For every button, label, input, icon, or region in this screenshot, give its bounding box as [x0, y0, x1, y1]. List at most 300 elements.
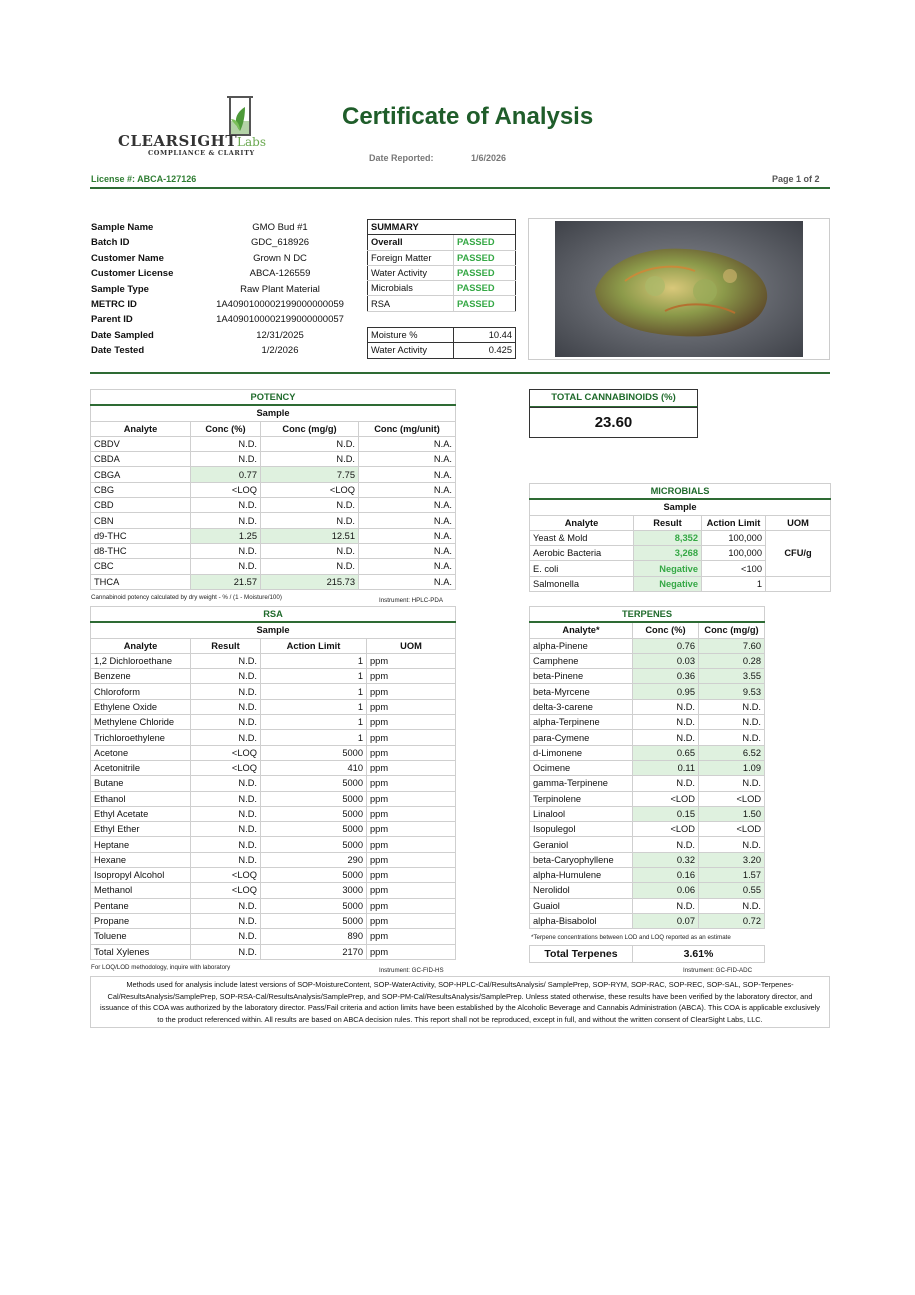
uom-cell: ppm [367, 929, 456, 944]
column-header: Conc (%) [633, 622, 699, 638]
conc-percent-cell: 0.76 [633, 638, 699, 653]
analyte-cell: CBGA [91, 467, 191, 482]
result-cell: N.D. [191, 837, 261, 852]
table-row [91, 837, 456, 852]
table-row [91, 883, 456, 898]
uom-cell: ppm [367, 868, 456, 883]
conc-mg-g-cell: N.D. [261, 559, 359, 574]
result-cell: Negative [634, 561, 702, 576]
sample-info-label: Sample Name [91, 222, 154, 233]
table-row [91, 791, 456, 806]
logo-name: CLEARSIGHT [118, 132, 238, 150]
table-row [530, 684, 765, 699]
conc-mg-g-cell: N.D. [699, 730, 765, 745]
conc-percent-cell: N.D. [633, 776, 699, 791]
column-header: Conc (mg/g) [699, 622, 765, 638]
conc-mg-unit-cell: N.A. [359, 452, 456, 467]
analyte-cell: CBN [91, 513, 191, 528]
table-row [530, 868, 765, 883]
conc-mg-g-cell: <LOD [699, 791, 765, 806]
conc-mg-unit-cell: N.A. [359, 528, 456, 543]
action-limit-cell: 1 [261, 684, 367, 699]
uom-cell: ppm [367, 806, 456, 821]
column-header: Result [191, 638, 261, 653]
conc-percent-cell: <LOQ [191, 482, 261, 497]
conc-mg-unit-cell: N.A. [359, 436, 456, 451]
conc-mg-g-cell: N.D. [699, 898, 765, 913]
analyte-cell: alpha-Bisabolol [530, 913, 633, 928]
table-row [91, 467, 456, 482]
uom-cell: ppm [367, 745, 456, 760]
potency-footnote: Cannabinoid potency calculated by dry weight - % / (1 - Moisture/100) [91, 594, 282, 601]
sample-info-label: Date Sampled [91, 329, 154, 341]
conc-mg-g-cell: 0.55 [699, 883, 765, 898]
table-row [530, 745, 765, 760]
action-limit-cell: 1 [261, 669, 367, 684]
table-row [91, 776, 456, 791]
sample-info-label: Parent ID [91, 314, 133, 326]
potency-instrument: Instrument: HPLC-PDA [379, 597, 443, 604]
analyte-cell: Ethylene Oxide [91, 699, 191, 714]
column-header: Conc (mg/g) [261, 421, 359, 436]
conc-percent-cell: N.D. [191, 559, 261, 574]
analyte-cell: Acetone [91, 745, 191, 760]
uom-cell: ppm [367, 913, 456, 928]
summary-status: PASSED [454, 235, 516, 250]
analyte-cell: Ocimene [530, 760, 633, 775]
action-limit-cell: 290 [261, 852, 367, 867]
analyte-cell: beta-Myrcene [530, 684, 633, 699]
conc-mg-unit-cell: N.A. [359, 482, 456, 497]
rsa-instrument: Instrument: GC-FID-HS [379, 967, 444, 974]
action-limit-cell: 5000 [261, 868, 367, 883]
table-row [91, 760, 456, 775]
table-row [91, 852, 456, 867]
conc-mg-g-cell: 1.50 [699, 806, 765, 821]
analyte-cell: Aerobic Bacteria [530, 546, 634, 561]
moisture-value: 10.44 [454, 328, 516, 343]
analyte-cell: 1,2 Dichloroethane [91, 653, 191, 668]
moisture-label: Moisture % [368, 328, 454, 343]
methods-note: Methods used for analysis include latest versions of SOP-MoistureContent, SOP-WaterActivity, SOP-HPLC-Cal/ResultsAnalysis/ SamplePrep, SOP-RYM, SOP-RAC, SOP-REC, SOP-SAL, SOP-Terpenes-Cal/ResultsAnalysis/SamplePrep, SOP-RSA-Cal/ResultsAnalysis/SamplePrep, and SOP-PM-Cal/ResultsAnalysis/SamplePrep. Unless stated otherwise, these results have been verified by the laboratory director, and issuance of this COA was authorized by the laboratory director. Pass/Fail criteria and action limits have been established by the Alcoholic Beverage and Cannabis Administration (ABCA). This COA is applicable exclusively to the product referenced within. All results are based on ABCA decision rules. This report shall not be reproduced, except in full, and without the written consent of ClearSight Labs, LLC. [90, 976, 830, 1028]
summary-status: PASSED [454, 281, 516, 296]
analyte-cell: beta-Pinene [530, 669, 633, 684]
conc-mg-g-cell: N.D. [699, 699, 765, 714]
analyte-cell: Propane [91, 913, 191, 928]
sample-info-label: METRC ID [91, 299, 137, 310]
action-limit-cell: 5000 [261, 776, 367, 791]
conc-mg-g-cell: 3.55 [699, 669, 765, 684]
action-limit-cell: 1 [261, 699, 367, 714]
result-cell: N.D. [191, 684, 261, 699]
conc-mg-unit-cell: N.A. [359, 574, 456, 589]
column-header: Analyte [91, 421, 191, 436]
analyte-cell: Ethyl Ether [91, 822, 191, 837]
conc-mg-g-cell: N.D. [261, 498, 359, 513]
conc-percent-cell: 0.15 [633, 806, 699, 821]
water-activity-label: Water Activity [368, 343, 454, 358]
result-cell: 8,352 [634, 530, 702, 545]
analyte-cell: CBD [91, 498, 191, 513]
result-cell: N.D. [191, 730, 261, 745]
table-row [91, 929, 456, 944]
moisture-table [367, 327, 516, 359]
analyte-cell: Total Xylenes [91, 944, 191, 959]
total-cannabinoids-title: TOTAL CANNABINOIDS (%) [529, 389, 698, 408]
table-row [91, 730, 456, 745]
header-divider [90, 187, 830, 189]
conc-mg-g-cell: 1.57 [699, 868, 765, 883]
table-row [91, 653, 456, 668]
conc-mg-g-cell: 0.72 [699, 913, 765, 928]
analyte-cell: d-Limonene [530, 745, 633, 760]
table-row [91, 452, 456, 467]
sample-info-value: 12/31/2025 [256, 329, 304, 341]
conc-mg-g-cell: N.D. [261, 513, 359, 528]
analyte-cell: Nerolidol [530, 883, 633, 898]
table-row [91, 868, 456, 883]
conc-mg-g-cell: N.D. [261, 543, 359, 558]
conc-mg-g-cell: 12.51 [261, 528, 359, 543]
potency-table [90, 389, 456, 590]
action-limit-cell: 890 [261, 929, 367, 944]
conc-mg-g-cell: 7.75 [261, 467, 359, 482]
conc-mg-g-cell: 7.60 [699, 638, 765, 653]
analyte-cell: alpha-Terpinene [530, 715, 633, 730]
terpenes-title: TERPENES [530, 607, 765, 623]
conc-percent-cell: N.D. [633, 715, 699, 730]
table-row [91, 898, 456, 913]
table-row [530, 699, 765, 714]
conc-mg-g-cell: 6.52 [699, 745, 765, 760]
rsa-sample-label: Sample [91, 622, 456, 638]
result-cell: N.D. [191, 913, 261, 928]
action-limit-cell: 5000 [261, 791, 367, 806]
sample-info-value: GDC_618926 [250, 237, 310, 249]
sample-info-value: Grown N DC [253, 252, 307, 264]
table-row [530, 898, 765, 913]
table-row [91, 559, 456, 574]
uom-cell: ppm [367, 684, 456, 699]
conc-mg-g-cell: <LOD [699, 822, 765, 837]
action-limit-cell: <100 [702, 561, 766, 576]
conc-percent-cell: 0.32 [633, 852, 699, 867]
column-header: UOM [766, 515, 831, 530]
uom-cell: ppm [367, 822, 456, 837]
result-cell: 3,268 [634, 546, 702, 561]
summary-status: PASSED [454, 265, 516, 280]
analyte-cell: Ethyl Acetate [91, 806, 191, 821]
result-cell: N.D. [191, 776, 261, 791]
conc-percent-cell: 0.95 [633, 684, 699, 699]
uom-cell: ppm [367, 837, 456, 852]
analyte-cell: Methanol [91, 883, 191, 898]
table-row [530, 576, 831, 591]
analyte-cell: Toluene [91, 929, 191, 944]
table-row [91, 822, 456, 837]
table-row [91, 482, 456, 497]
sample-info-value: GMO Bud #1 [252, 222, 308, 233]
summary-status: PASSED [454, 296, 516, 311]
table-row [530, 638, 765, 653]
analyte-cell: THCA [91, 574, 191, 589]
table-row [530, 806, 765, 821]
conc-mg-unit-cell: N.A. [359, 559, 456, 574]
table-row [530, 669, 765, 684]
result-cell: N.D. [191, 699, 261, 714]
analyte-cell: Methylene Chloride [91, 715, 191, 730]
column-header: Action Limit [261, 638, 367, 653]
action-limit-cell: 5000 [261, 822, 367, 837]
conc-mg-g-cell: N.D. [261, 452, 359, 467]
action-limit-cell: 1 [702, 576, 766, 591]
sample-info-value: 1/2/2026 [261, 345, 299, 357]
analyte-cell: Hexane [91, 852, 191, 867]
terpenes-instrument: Instrument: GC-FID-ADC [683, 967, 753, 974]
conc-mg-g-cell: 0.28 [699, 653, 765, 668]
summary-table [367, 219, 516, 312]
result-cell: <LOQ [191, 760, 261, 775]
table-row [530, 837, 765, 852]
sample-info-label: Sample Type [91, 283, 149, 295]
sample-info-value: ABCA-126559 [249, 268, 311, 280]
column-header: Conc (mg/unit) [359, 421, 456, 436]
table-row [91, 699, 456, 714]
conc-mg-g-cell: N.D. [699, 715, 765, 730]
conc-percent-cell: 0.07 [633, 913, 699, 928]
uom-cell: ppm [367, 898, 456, 913]
analyte-cell: Salmonella [530, 576, 634, 591]
sample-photo [528, 218, 830, 360]
terpenes-table [529, 606, 765, 929]
summary-label: Microbials [368, 281, 454, 296]
conc-percent-cell: <LOD [633, 791, 699, 806]
conc-mg-g-cell: 3.20 [699, 852, 765, 867]
conc-percent-cell: N.D. [633, 898, 699, 913]
table-row [91, 715, 456, 730]
column-header: Analyte* [530, 622, 633, 638]
result-cell: Negative [634, 576, 702, 591]
table-row [91, 528, 456, 543]
table-row [530, 653, 765, 668]
analyte-cell: gamma-Terpinene [530, 776, 633, 791]
column-header: Conc (%) [191, 421, 261, 436]
analyte-cell: Geraniol [530, 837, 633, 852]
sample-info-label: Batch ID [91, 237, 130, 249]
uom-cell: ppm [367, 760, 456, 775]
column-header: Analyte [530, 515, 634, 530]
sample-info-value: 1A4090100002199000000057 [216, 314, 344, 326]
conc-percent-cell: 0.03 [633, 653, 699, 668]
table-row [91, 913, 456, 928]
analyte-cell: CBG [91, 482, 191, 497]
potency-title: POTENCY [91, 390, 456, 406]
conc-mg-g-cell: 1.09 [699, 760, 765, 775]
conc-percent-cell: 21.57 [191, 574, 261, 589]
conc-percent-cell: <LOD [633, 822, 699, 837]
conc-mg-g-cell: N.D. [699, 837, 765, 852]
water-activity-value: 0.425 [454, 343, 516, 358]
analyte-cell: CBDA [91, 452, 191, 467]
summary-label: Overall [368, 235, 454, 250]
uom-cell: CFU/g [766, 530, 831, 576]
action-limit-cell: 5000 [261, 806, 367, 821]
conc-mg-g-cell: N.D. [261, 436, 359, 451]
page-number: Page 1 of 2 [772, 174, 820, 184]
conc-percent-cell: 0.06 [633, 883, 699, 898]
result-cell: N.D. [191, 806, 261, 821]
result-cell: <LOQ [191, 883, 261, 898]
analyte-cell: Trichloroethylene [91, 730, 191, 745]
conc-mg-g-cell: <LOQ [261, 482, 359, 497]
result-cell: <LOQ [191, 745, 261, 760]
uom-cell: ppm [367, 944, 456, 959]
microbials-sample-label: Sample [530, 499, 831, 515]
action-limit-cell: 100,000 [702, 530, 766, 545]
analyte-cell: Chloroform [91, 684, 191, 699]
rsa-table [90, 606, 456, 960]
logo [118, 95, 266, 157]
table-row [91, 513, 456, 528]
table-row [91, 745, 456, 760]
conc-mg-g-cell: 215.73 [261, 574, 359, 589]
result-cell: <LOQ [191, 868, 261, 883]
uom-cell: ppm [367, 852, 456, 867]
analyte-cell: CBC [91, 559, 191, 574]
conc-percent-cell: 0.77 [191, 467, 261, 482]
conc-percent-cell: N.D. [633, 837, 699, 852]
analyte-cell: CBDV [91, 436, 191, 451]
result-cell: N.D. [191, 898, 261, 913]
uom-cell: ppm [367, 791, 456, 806]
table-row [530, 822, 765, 837]
conc-percent-cell: N.D. [191, 498, 261, 513]
analyte-cell: Linalool [530, 806, 633, 821]
analyte-cell: Guaiol [530, 898, 633, 913]
summary-label: Foreign Matter [368, 250, 454, 265]
column-header: Action Limit [702, 515, 766, 530]
table-row [530, 730, 765, 745]
column-header: UOM [367, 638, 456, 653]
analyte-cell: Benzene [91, 669, 191, 684]
table-row [91, 574, 456, 589]
summary-label: RSA [368, 296, 454, 311]
conc-percent-cell: 0.16 [633, 868, 699, 883]
conc-mg-unit-cell: N.A. [359, 543, 456, 558]
conc-percent-cell: N.D. [633, 699, 699, 714]
total-terpenes-table [529, 945, 765, 963]
sample-info-value: 1A4090100002199000000059 [216, 299, 344, 310]
table-row [530, 776, 765, 791]
analyte-cell: alpha-Humulene [530, 868, 633, 883]
result-cell: N.D. [191, 669, 261, 684]
analyte-cell: Terpinolene [530, 791, 633, 806]
sample-info-label: Customer Name [91, 252, 164, 264]
column-header: Result [634, 515, 702, 530]
logo-suffix: Labs [237, 135, 266, 149]
microbials-title: MICROBIALS [530, 484, 831, 500]
uom-cell: ppm [367, 699, 456, 714]
column-header: Analyte [91, 638, 191, 653]
analyte-cell: Butane [91, 776, 191, 791]
date-reported-label: Date Reported: [369, 153, 434, 163]
terpenes-footnote: *Terpene concentrations between LOD and LOQ reported as an estimate [531, 934, 731, 941]
analyte-cell: alpha-Pinene [530, 638, 633, 653]
microbials-table [529, 483, 831, 592]
table-row [530, 760, 765, 775]
conc-mg-unit-cell: N.A. [359, 513, 456, 528]
uom-cell: ppm [367, 653, 456, 668]
uom-empty-cell [766, 576, 831, 591]
conc-mg-g-cell: 9.53 [699, 684, 765, 699]
section-divider [90, 372, 830, 374]
table-row [91, 669, 456, 684]
action-limit-cell: 1 [261, 715, 367, 730]
analyte-cell: d8-THC [91, 543, 191, 558]
analyte-cell: Acetonitrile [91, 760, 191, 775]
analyte-cell: d9-THC [91, 528, 191, 543]
sample-info-label: Date Tested [91, 345, 145, 357]
table-row [91, 436, 456, 451]
analyte-cell: Heptane [91, 837, 191, 852]
conc-percent-cell: N.D. [191, 436, 261, 451]
analyte-cell: beta-Caryophyllene [530, 852, 633, 867]
uom-cell: ppm [367, 715, 456, 730]
conc-percent-cell: N.D. [191, 543, 261, 558]
table-row [530, 883, 765, 898]
page-title: Certificate of Analysis [342, 103, 594, 130]
analyte-cell: Isopulegol [530, 822, 633, 837]
summary-label: Water Activity [368, 265, 454, 280]
action-limit-cell: 1 [261, 730, 367, 745]
analyte-cell: delta-3-carene [530, 699, 633, 714]
conc-percent-cell: 0.36 [633, 669, 699, 684]
conc-percent-cell: 1.25 [191, 528, 261, 543]
table-row [91, 498, 456, 513]
total-cannabinoids-value: 23.60 [529, 407, 698, 438]
analyte-cell: E. coli [530, 561, 634, 576]
analyte-cell: Camphene [530, 653, 633, 668]
summary-status: PASSED [454, 250, 516, 265]
action-limit-cell: 5000 [261, 898, 367, 913]
beaker-leaf-icon [221, 95, 259, 137]
result-cell: N.D. [191, 653, 261, 668]
table-row [530, 913, 765, 928]
analyte-cell: Pentane [91, 898, 191, 913]
action-limit-cell: 5000 [261, 837, 367, 852]
conc-mg-unit-cell: N.A. [359, 498, 456, 513]
result-cell: N.D. [191, 822, 261, 837]
analyte-cell: Isopropyl Alcohol [91, 868, 191, 883]
analyte-cell: Yeast & Mold [530, 530, 634, 545]
action-limit-cell: 5000 [261, 745, 367, 760]
uom-cell: ppm [367, 776, 456, 791]
result-cell: N.D. [191, 791, 261, 806]
result-cell: N.D. [191, 929, 261, 944]
uom-cell: ppm [367, 883, 456, 898]
conc-percent-cell: N.D. [191, 452, 261, 467]
result-cell: N.D. [191, 944, 261, 959]
result-cell: N.D. [191, 852, 261, 867]
conc-percent-cell: N.D. [633, 730, 699, 745]
rsa-title: RSA [91, 607, 456, 623]
date-reported: 1/6/2026 [471, 153, 507, 163]
table-row [530, 852, 765, 867]
analyte-cell: para-Cymene [530, 730, 633, 745]
table-row [91, 543, 456, 558]
analyte-cell: Ethanol [91, 791, 191, 806]
result-cell: N.D. [191, 715, 261, 730]
